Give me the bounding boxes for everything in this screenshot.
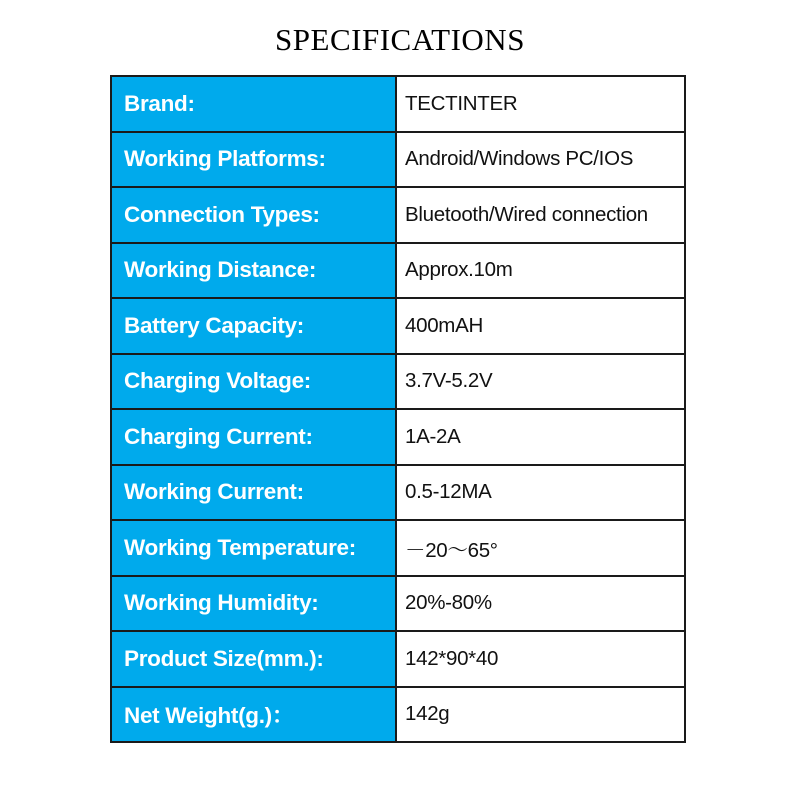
spec-value: －20～65° [396, 520, 685, 576]
spec-row-connection-types [111, 187, 685, 243]
spec-value: Android/Windows PC/IOS [396, 132, 685, 188]
spec-label: Working Distance: [111, 243, 396, 299]
spec-value: 20%-80% [396, 576, 685, 632]
spec-label: Net Weight(g.)： [111, 687, 396, 743]
spec-value: Bluetooth/Wired connection [396, 187, 685, 243]
spec-row-product-size [111, 631, 685, 687]
spec-label: Connection Types: [111, 187, 396, 243]
spec-row-net-weight [111, 687, 685, 743]
spec-row-working-platforms [111, 132, 685, 188]
spec-label: Charging Voltage: [111, 354, 396, 410]
spec-label: Working Platforms: [111, 132, 396, 188]
spec-label: Charging Current: [111, 409, 396, 465]
page-title: SPECIFICATIONS [275, 22, 525, 57]
spec-value: 3.7V-5.2V [396, 354, 685, 410]
spec-row-battery-capacity [111, 298, 685, 354]
spec-value: 400mAH [396, 298, 685, 354]
spec-value: Approx.10m [396, 243, 685, 299]
spec-value: 1A-2A [396, 409, 685, 465]
spec-value: 142*90*40 [396, 631, 685, 687]
spec-row-working-current [111, 465, 685, 521]
spec-row-charging-voltage [111, 354, 685, 410]
spec-row-working-distance [111, 243, 685, 299]
specifications-table [110, 75, 686, 743]
spec-label: Battery Capacity: [111, 298, 396, 354]
spec-row-working-humidity [111, 576, 685, 632]
spec-value: TECTINTER [396, 76, 685, 132]
spec-label: Working Current: [111, 465, 396, 521]
spec-row-brand [111, 76, 685, 132]
spec-label: Working Humidity: [111, 576, 396, 632]
spec-row-working-temperature [111, 520, 685, 576]
spec-row-charging-current [111, 409, 685, 465]
spec-value: 0.5-12MA [396, 465, 685, 521]
spec-value: 142g [396, 687, 685, 743]
spec-label: Brand: [111, 76, 396, 132]
spec-label: Working Temperature: [111, 520, 396, 576]
spec-label: Product Size(mm.): [111, 631, 396, 687]
